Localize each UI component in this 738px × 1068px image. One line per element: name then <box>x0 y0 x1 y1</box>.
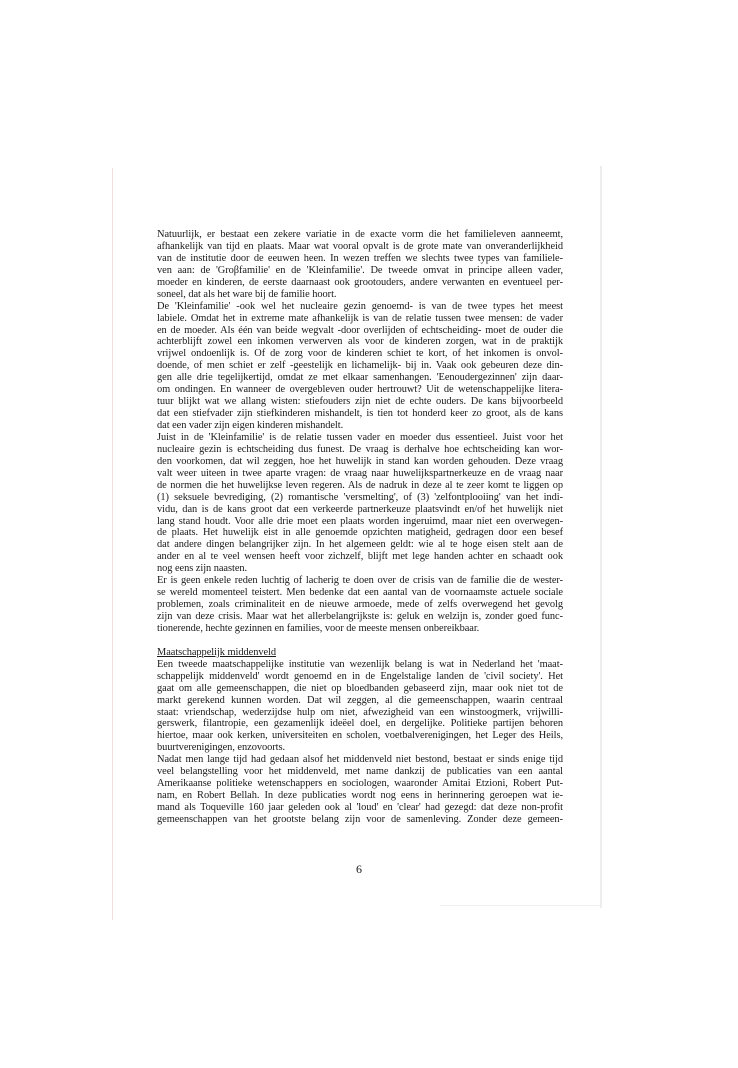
text-line: dat een stiefvader zijn stiefkinderen mishandelt, is tien tot honderd keer zo groot, als de kans <box>157 408 563 420</box>
text-line: gen alle drie tegelijkertijd, omdat ze met elkaar samenhangen. 'Eenoudergezinnen' zijn daar- <box>157 372 563 384</box>
family-section <box>157 229 563 635</box>
text-line: gemeenschappen van het grootste belang zijn voor de samenleving. Zonder deze gemeen- <box>157 813 563 825</box>
paragraph <box>157 575 563 635</box>
page-edge-left <box>112 168 113 920</box>
text-line: vidu, dan is de kans groot dat een verkeerde partnerkeuze plaatsvindt en/of het huwelijk niet <box>157 503 563 515</box>
text-line: Nadat men lange tijd had gedaan alsof het middenveld niet bestond, bestaat er sinds enige tijd <box>157 754 563 766</box>
text-line: Een tweede maatschappelijke institutie van wezenlijk belang is wat in Nederland het 'maat- <box>157 658 563 670</box>
text-line: De 'Kleinfamilie' -ook wel het nucleaire gezin genoemd- is van de twee types het meest <box>157 300 563 312</box>
text-line: dat een vader zijn eigen kinderen mishandelt. <box>157 420 344 431</box>
text-line: zijn van deze crisis. Maar wat het allerbelangrijkste is: geluk en welzijn is, zonder goed func- <box>157 611 563 622</box>
text-line: gerswerk, filantropie, een gezamenlijk ideëel doel, en dergelijke. Politieke partijen behoren <box>157 718 563 730</box>
paragraph <box>157 659 563 755</box>
text-line: buurtverenigingen, enzovoorts. <box>157 742 286 754</box>
text-line: Natuurlijk, er bestaat een zekere variatie in de exacte vorm die het familieleven aanneemt, <box>157 229 563 240</box>
text-line: afhankelijk van tijd en plaats. Maar wat vooral opvalt is de grote mate van onveranderlijkheid <box>157 240 563 252</box>
page-edge-right <box>600 166 602 908</box>
text-line: van de institutie door de eeuwen heen. In wezen treffen we slechts twee types van familiele- <box>157 252 563 264</box>
paragraph <box>157 754 563 826</box>
paragraph <box>157 229 563 301</box>
text-line: achterblijft zowel een inkomen verwerven als voor de kinderen zorgen, wat in de praktijk <box>157 336 563 348</box>
page-edge-bottom <box>440 905 602 906</box>
text-line: veel belangstelling voor het middenveld, met name dankzij de publicaties van een aantal <box>157 766 563 778</box>
text-line: soneel, dat als het ware bij de familie hoort. <box>157 288 337 300</box>
text-line: den voorkomen, dat wil zeggen, hoe het huwelijk in stand kan worden gehouden. Deze vraag <box>157 455 563 467</box>
text-line: de normen die het huwelijkse leven regeren. Als de nadruk in deze al te zeer komt te liggen op <box>157 479 563 491</box>
text-line: staat: vriendschap, wederzijdse hulp om niet, afwezigheid van een winstoogmerk, vrijwilli- <box>157 706 563 718</box>
text-line: valt weer uiteen in twee aparte vragen: de vraag naar huwelijkspartnerkeuze en de vraag naar <box>157 467 563 479</box>
section-heading: Maatschappelijk middenveld <box>157 646 277 658</box>
text-line: dat andere dingen belangrijker zijn. In het algemeen geldt: wie al te hoge eisen stelt aan de <box>157 539 563 551</box>
text-line: se wereld momenteel teistert. Men bedenke dat een aantal van de voornaamste actuele sociale <box>157 587 563 599</box>
text-line: nog eens zijn naasten. <box>157 563 248 575</box>
text-line: schappelijk middenveld' wordt genoemd en in de Engelstalige landen de 'civil society'. Het <box>157 670 563 682</box>
text-line: ander en al te veel wensen heeft voor zichzelf, blijft met lege handen achter en schaadt ook <box>157 551 563 563</box>
text-line: (1) seksuele bevrediging, (2) romantische 'versmelting', of (3) 'zelfontplooiing' van het indi- <box>157 491 563 503</box>
text-line: Er is geen enkele reden luchtig of lacherig te doen over de crisis van de familie die de wester- <box>157 575 563 587</box>
text-line: nam, en Robert Bellah. In deze publicaties wordt nog eens in herinnering geroepen wat ie- <box>157 790 563 802</box>
text-line: gaat om alle gemeenschappen, die niet op bloedbanden gebaseerd zijn, maar ook niet tot de <box>157 682 563 694</box>
middenveld-section <box>157 659 563 826</box>
body-text <box>157 229 563 826</box>
text-line: moeder en kinderen, de eerste daarnaast ook grootouders, andere verwanten en eventueel per- <box>157 276 563 288</box>
text-line: de plaats. Het huwelijk eist in alle genoemde opzichten matigheid, gedragen door een besef <box>157 527 563 539</box>
text-line: tuur blijkt wat we allang wisten: stiefouders zijn niet de echte ouders. De kans bijvoorbeeld <box>157 396 563 408</box>
text-line: vrijwel ondoenlijk is. Of de zorg voor de kinderen schiet te kort, of het inkomen is onvol- <box>157 348 563 360</box>
text-line: nucleaire gezin is echtscheiding dus funest. De vraag is derhalve hoe echtscheiding kan wor- <box>157 443 563 455</box>
text-line: tionerende, hechte gezinnen en families, voor de meeste mensen onbereikbaar. <box>157 622 480 634</box>
text-line: Juist in de 'Kleinfamilie' is de relatie tussen vader en moeder dus essentieel. Juist voor het <box>157 431 563 443</box>
text-line: Amerikaanse politieke wetenschappers en sociologen, waaronder Amitai Etzioni, Robert Put- <box>157 778 563 790</box>
text-line: lang stand houdt. Voor alle drie moet een plaats worden ingeruimd, maar niet een overwegen- <box>157 515 563 527</box>
text-line: om ondingen. En wanneer de overgebleven ouder hertrouwt? Uit de wetenschappelijke litera- <box>157 384 563 396</box>
section-gap <box>157 635 563 647</box>
paragraph <box>157 301 563 432</box>
text-line: ven aan: de 'Groβfamilie' en de 'Kleinfamilie'. De tweede omvat in principe alleen vader, <box>157 264 563 276</box>
text-line: en de moeder. Als één van beide wegvalt -door overlijden of echtscheiding- moet de ouder die <box>157 324 563 336</box>
text-line: mand als Toqueville 160 jaar geleden ook al 'loud' en 'clear' had gezegd: dat deze non-profit <box>157 802 563 813</box>
text-line: labiele. Omdat het in extreme mate afhankelijk is van de relatie tussen twee mensen: de vader <box>157 312 563 324</box>
text-line: markt gerekend kunnen worden. Dat wil zeggen, al die gemeenschappen, waarin centraal <box>157 694 563 706</box>
paragraph <box>157 432 563 575</box>
text-line: hiertoe, maar ook kerken, universiteiten en scholen, voetbalverenigingen, het Leger des Heils, <box>157 730 563 742</box>
page-number: 6 <box>356 862 362 876</box>
text-line: doende, of men schiet er zelf -geestelijk en lichamelijk- bij in. Vaak ook gebeuren deze din- <box>157 360 563 372</box>
text-line: problemen, zoals criminaliteit en de nieuwe armoede, mede of zelfs overwegend het gevolg <box>157 599 563 611</box>
